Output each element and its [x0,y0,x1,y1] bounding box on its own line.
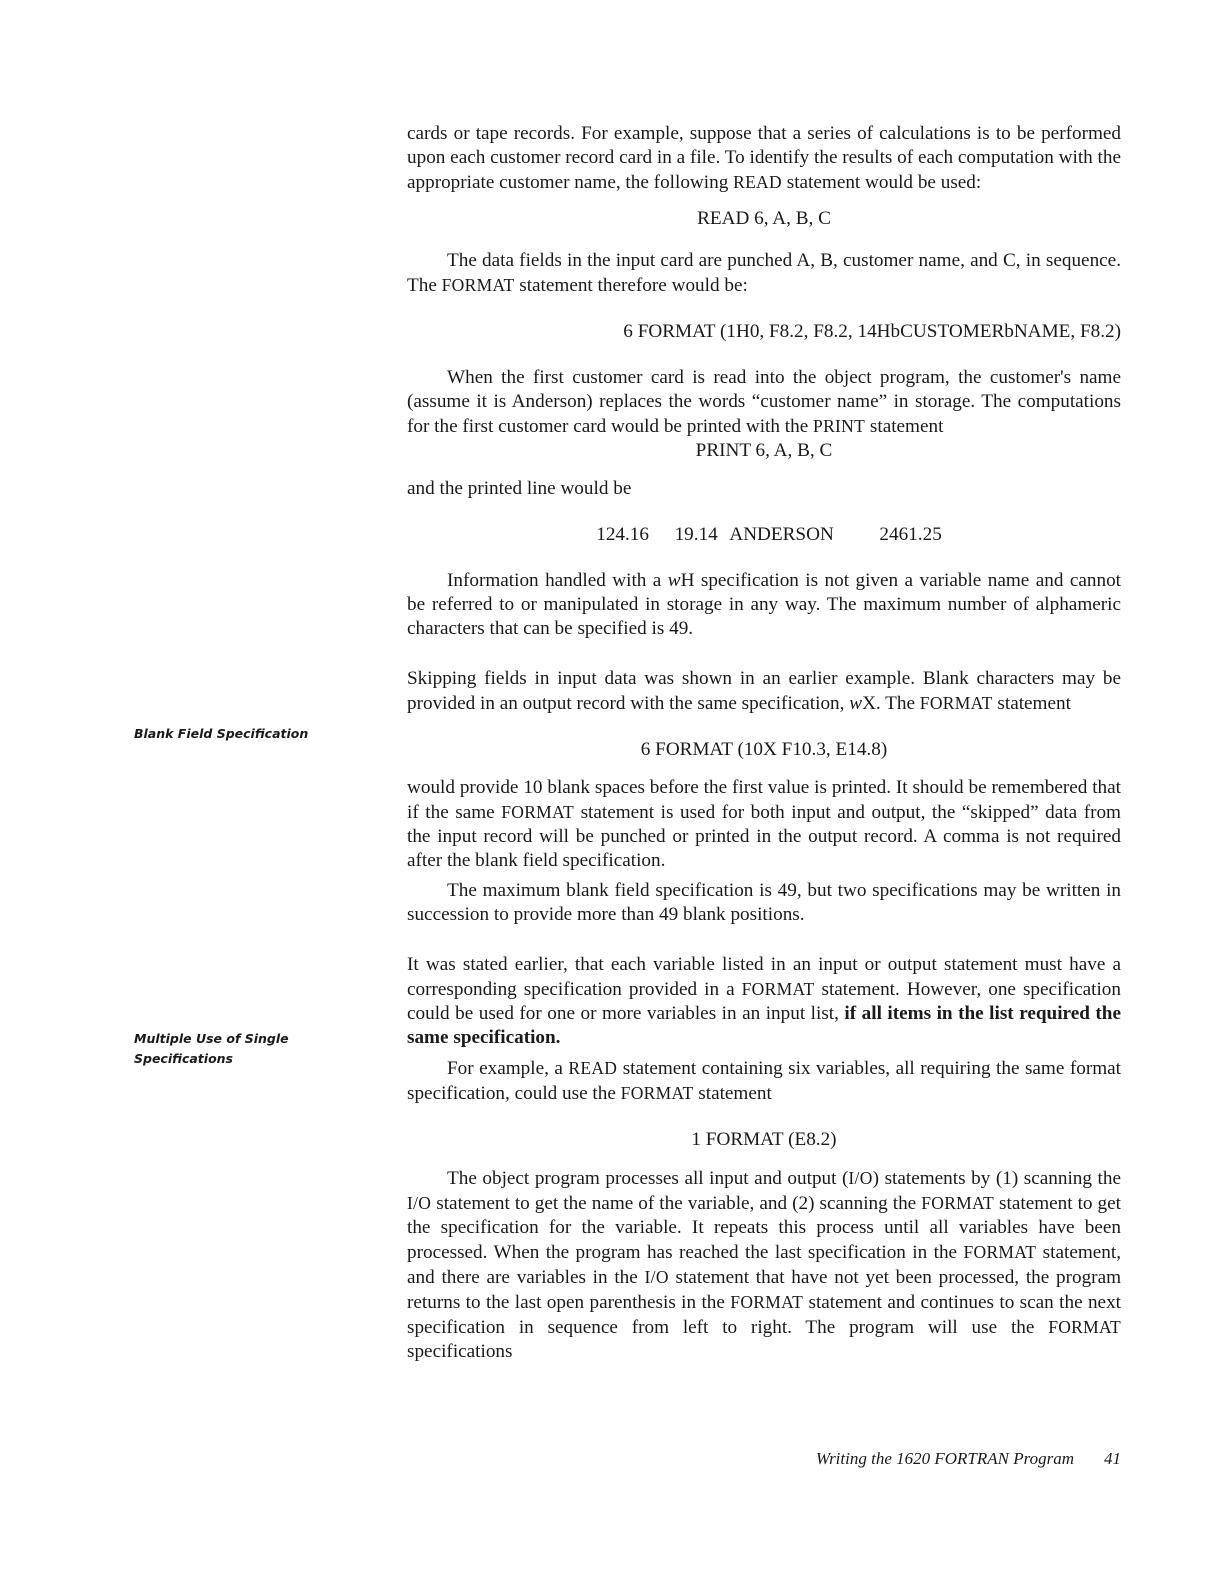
paragraph-8: The maximum blank field specification is 49, but two specifications may be written in succession to provide more than 49 blank positions. [407,880,1121,925]
result-value-2: 19.14 [674,524,718,545]
statement-format-2: 6 FORMAT (10X F10.3, E14.8) [640,739,888,760]
margin-heading-multiple-use: Multiple Use of Single Specifications [134,1031,289,1066]
paragraph-6: Skipping fields in input data was shown in an earlier example. Blank characters may be provided in an output record with the same specification, wX. The FORMAT statement [407,668,1121,714]
statement-print: PRINT 6, A, B, C [695,440,833,461]
margin-heading-blank-field: Blank Field Specification [134,726,309,741]
result-value-4: 2461.25 [879,524,942,545]
footer-title: Writing the 1620 FORTRAN Program [815,1449,1074,1468]
paragraph-1: cards or tape records. For example, suppose that a series of calculations is to be performed upon each customer record card in a file. To identify the results of each computation with the appropriate customer name, the following READ statement would be used: [407,123,1121,193]
paragraph-11: The object program processes all input and output (I/O) statements by (1) scanning the I/O statement to get the name of the variable, and (2) scanning the FORMAT statement to get the specification for the variable. It repeats this process until all variables have been processed. When the program has reached the last specification in the FORMAT statement, and there are variables in the I/O statement that have not yet been processed, the program returns to the last open parenthesis in the FORMAT statement and continues to scan the next specification in sequence from left to right. The program will use the FORMAT specifications [407,1168,1122,1362]
page-footer [700,1449,1121,1469]
paragraph-9: It was stated earlier, that each variable listed in an input or output statement must have a corresponding specification provided in a FORMAT statement. However, one specification could be used for one or more variables in an input list, if all items in the list required the same specification. [407,954,1121,1048]
paragraph-5: Information handled with a wH specification is not given a variable name and cannot be referred to or manipulated in storage in any way. The maximum number of alphameric characters that can be specified is 49. [407,570,1121,639]
paragraph-4: and the printed line would be [407,478,632,499]
printed-line [407,523,1121,547]
statement-format-1: 6 FORMAT (1H0, F8.2, F8.2, 14HbCUSTOMERbNAME, F8.2) [623,321,1121,342]
paragraph-7: would provide 10 blank spaces before the first value is printed. It should be remembered that if the same FORMAT statement is used for both input and output, the “skipped” data from the input record will be punched or printed in the output record. A comma is not required after the blank field specification. [407,777,1121,871]
paragraph-10: For example, a READ statement containing six variables, all requiring the same format specification, could use the FORMAT statement [407,1058,1121,1104]
paragraph-3: When the first customer card is read into the object program, the customer's name (assume it is Anderson) replaces the words “customer name” in storage. The computations for the first customer card would be printed with the PRINT statement [407,367,1121,437]
page-number: 41 [1104,1449,1121,1468]
result-value-3: ANDERSON [729,524,834,545]
main-text-column [407,122,1121,1364]
statement-read: READ 6, A, B, C [697,208,831,229]
result-value-1: 124.16 [596,524,649,545]
paragraph-2: The data fields in the input card are punched A, B, customer name, and C, in sequence. The FORMAT statement therefore would be: [407,250,1121,296]
statement-format-3: 1 FORMAT (E8.2) [691,1129,837,1150]
